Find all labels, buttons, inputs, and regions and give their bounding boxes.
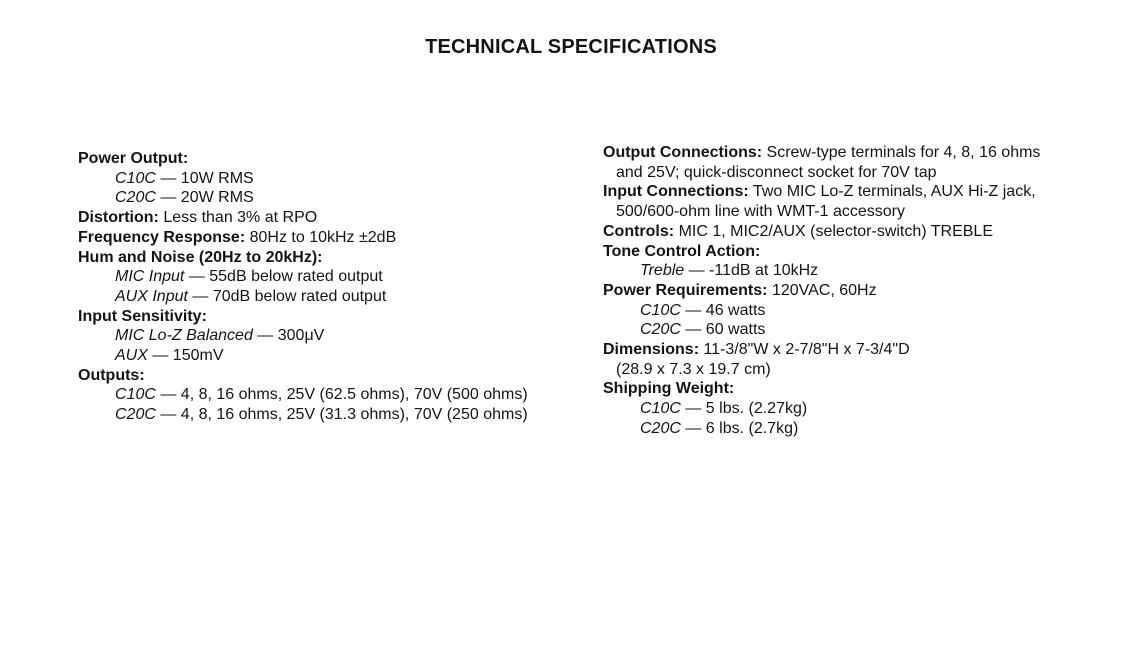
output-connections-label: Output Connections: [603,144,763,161]
controls-spec [603,222,1063,242]
input-name: AUX Input [115,287,188,305]
input-sensitivity-aux [78,346,558,366]
spec-value: — 60 watts [685,321,766,339]
power-requirements-spec [603,281,1063,301]
hum-noise-heading: Hum and Noise (20Hz to 20kHz): [78,248,323,266]
controls-value: MIC 1, MIC2/AUX (selector-switch) TREBLE [678,222,993,240]
controls-label: Controls: [603,222,675,240]
input-connections-value: Two MIC Lo-Z terminals, AUX Hi-Z jack, 500/600-ohm line with WMT-1 accessory [616,183,1036,221]
output-connections-spec [603,143,1063,182]
power-output-heading: Power Output: [78,150,189,167]
page-title: TECHNICAL SPECIFICATIONS [425,36,717,58]
hum-noise-mic [78,267,558,287]
input-sensitivity-mic [78,326,558,346]
model-name: C20C [115,406,156,424]
power-requirements-label: Power Requirements: [603,281,768,299]
frequency-response-label: Frequency Response: [78,228,246,246]
dimensions-metric: (28.9 x 7.3 x 19.7 cm) [616,360,771,378]
input-name: AUX [115,347,148,365]
model-name: C20C [640,419,681,437]
dimensions-spec [603,340,1063,360]
model-name: C20C [115,189,156,207]
model-name: C10C [640,301,681,319]
power-requirements-value: 120VAC, 60Hz [771,281,877,299]
spec-value: — 4, 8, 16 ohms, 25V (62.5 ohms), 70V (500 ohms) [160,386,528,404]
shipping-weight-c20c [603,419,1063,439]
output-connections-value: Screw-type terminals for 4, 8, 16 ohms and 25V; quick-disconnect socket for 70V tap [616,144,1041,181]
model-name: C10C [115,386,156,404]
outputs-c20c [78,405,558,425]
tone-control-treble [603,261,1063,281]
outputs-c10c [78,385,558,405]
distortion-value: Less than 3% at RPO [163,209,318,227]
tone-control-heading: Tone Control Action: [603,242,761,260]
spec-value: — -11dB at 10kHz [688,262,819,280]
model-name: C10C [640,400,681,418]
specs-right-column [603,143,1063,439]
distortion-spec [78,208,558,228]
spec-value: — 150mV [152,347,224,365]
dimensions-label: Dimensions: [603,341,700,359]
outputs-heading: Outputs: [78,366,145,384]
spec-value: — 55dB below rated output [188,268,383,286]
input-connections-label: Input Connections: [603,183,749,201]
spec-value: — 4, 8, 16 ohms, 25V (31.3 ohms), 70V (250 ohms) [160,406,528,424]
model-name: C20C [640,321,681,339]
spec-value: — 70dB below rated output [192,287,387,305]
power-output-c10c [78,169,558,189]
input-sensitivity-heading: Input Sensitivity: [78,307,207,325]
frequency-response-spec [78,228,558,248]
frequency-response-value: 80Hz to 10kHz ±2dB [249,228,397,246]
spec-value: — 5 lbs. (2.27kg) [685,400,808,418]
power-requirements-c20c [603,320,1063,340]
dimensions-value: 11-3/8"W x 2-7/8"H x 7-3/4"D [703,341,910,359]
input-connections-spec [603,182,1063,221]
shipping-weight-heading: Shipping Weight: [603,380,735,398]
hum-noise-aux [78,287,558,307]
spec-value: — 300μV [257,327,325,345]
spec-value: — 46 watts [685,301,766,319]
power-requirements-c10c [603,301,1063,321]
power-output-c20c [78,188,558,208]
distortion-label: Distortion: [78,209,159,227]
specs-left-column [78,149,558,425]
input-name: MIC Lo-Z Balanced [115,327,253,345]
spec-value: — 20W RMS [160,189,254,207]
input-name: MIC Input [115,268,185,286]
spec-value: — 10W RMS [160,169,254,187]
spec-value: — 6 lbs. (2.7kg) [685,419,799,437]
model-name: C10C [115,169,156,187]
shipping-weight-c10c [603,399,1063,419]
control-name: Treble [640,262,685,280]
